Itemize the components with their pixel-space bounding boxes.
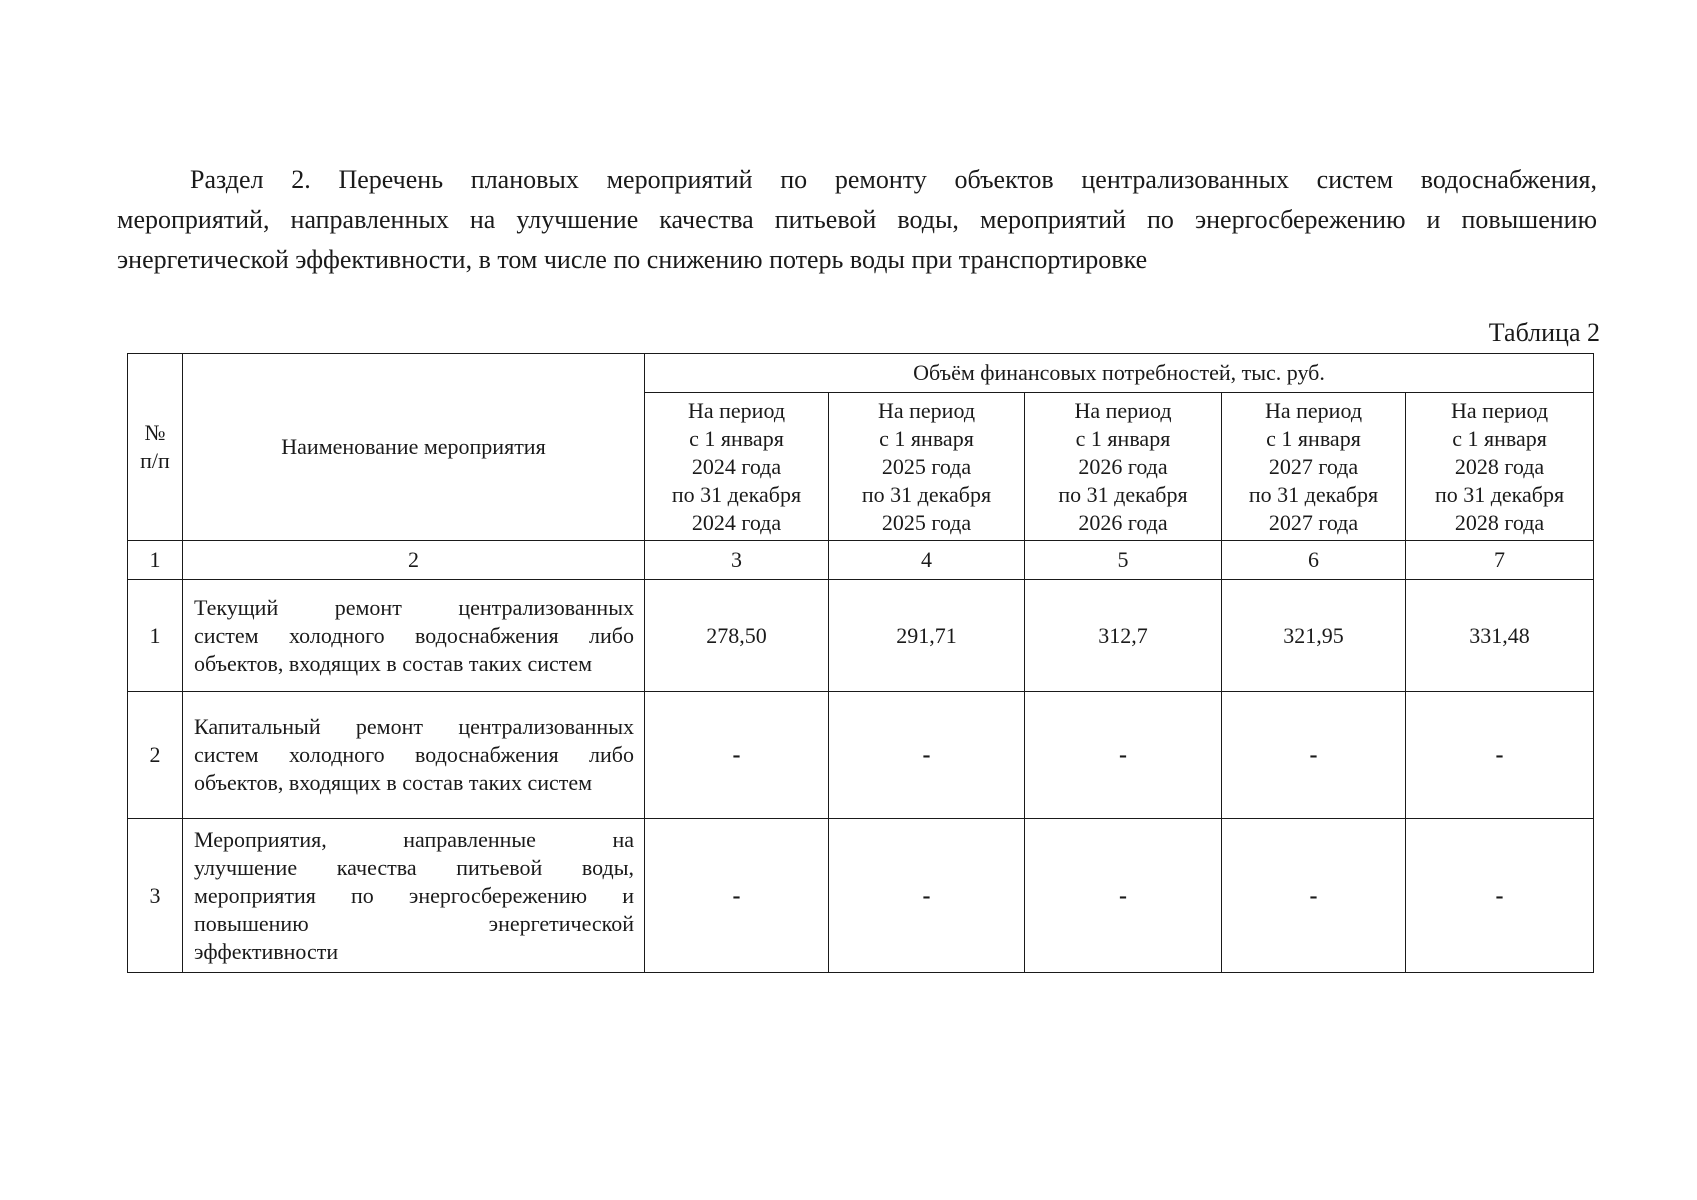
row-number: 2	[128, 692, 183, 819]
measure-name-line: улучшение качества питьевой воды,	[194, 854, 634, 880]
column-number: 5	[1025, 541, 1222, 580]
header-period-2024	[645, 393, 829, 541]
table-row	[128, 819, 1594, 973]
header-financing-group: Объём финансовых потребностей, тыс. руб.	[645, 354, 1594, 393]
section-heading	[117, 160, 1597, 280]
measure-name-line: систем холодного водоснабжения либо	[194, 622, 634, 648]
header-name-cell: Наименование мероприятия	[183, 354, 645, 541]
measure-name-line: эффективности	[194, 938, 339, 964]
header-period-2027	[1222, 393, 1406, 541]
period-2024-label: На период с 1 января 2024 года по 31 декабря 2024 года	[671, 397, 802, 535]
table-row	[128, 692, 1594, 819]
period-2025-label: На период с 1 января 2025 года по 31 декабря 2025 года	[861, 397, 992, 535]
measures-table	[127, 353, 1594, 973]
row-value-2025: 291,71	[829, 580, 1025, 692]
row-value-2027: -	[1222, 692, 1406, 819]
column-number: 2	[183, 541, 645, 580]
period-2028-label: На период с 1 января 2028 года по 31 декабря 2028 года	[1434, 397, 1565, 535]
column-number: 4	[829, 541, 1025, 580]
row-number: 3	[128, 819, 183, 973]
column-number: 7	[1406, 541, 1594, 580]
header-num-cell	[128, 354, 183, 541]
section-heading-line-2: мероприятий, направленных на улучшение качества питьевой воды, мероприятий по энергосбережению и повышению	[117, 205, 1597, 234]
header-period-2028	[1406, 393, 1594, 541]
row-value-2026: -	[1025, 692, 1222, 819]
row-value-2028: -	[1406, 692, 1594, 819]
row-value-2025: -	[829, 692, 1025, 819]
column-number: 6	[1222, 541, 1406, 580]
measure-name-line: объектов, входящих в состав таких систем	[194, 650, 593, 676]
table-caption: Таблица 2	[1488, 318, 1600, 347]
row-measure-name	[183, 580, 645, 692]
table-header-row	[128, 354, 1594, 393]
measure-name-line: Мероприятия, направленные на	[194, 826, 634, 852]
measure-name-line: мероприятия по энергосбережению и	[194, 882, 634, 908]
row-value-2026: -	[1025, 819, 1222, 973]
measure-name-line: повышению энергетической	[194, 910, 634, 936]
measure-name-line: Капитальный ремонт централизованных	[194, 714, 634, 739]
row-measure-name	[183, 819, 645, 973]
row-value-2024: -	[645, 819, 829, 973]
header-period-2025	[829, 393, 1025, 541]
row-value-2028: 331,48	[1406, 580, 1594, 692]
header-period-2026	[1025, 393, 1222, 541]
section-heading-line-3: энергетической эффективности, в том числе по снижению потерь воды при транспортировке	[117, 245, 1148, 274]
measure-name-line: объектов, входящих в состав таких систем	[194, 770, 593, 795]
column-number: 3	[645, 541, 829, 580]
row-value-2027: -	[1222, 819, 1406, 973]
section-heading-line-1: Раздел 2. Перечень плановых мероприятий по ремонту объектов централизованных систем водоснабжения,	[190, 165, 1597, 194]
row-value-2028: -	[1406, 819, 1594, 973]
header-num-label: № п/п	[140, 420, 170, 473]
row-value-2025: -	[829, 819, 1025, 973]
period-2027-label: На период с 1 января 2027 года по 31 декабря 2027 года	[1248, 397, 1379, 535]
column-number: 1	[128, 541, 183, 580]
row-value-2026: 312,7	[1025, 580, 1222, 692]
column-numbers-row	[128, 541, 1594, 580]
table-row	[128, 580, 1594, 692]
row-value-2024: 278,50	[645, 580, 829, 692]
row-value-2024: -	[645, 692, 829, 819]
period-2026-label: На период с 1 января 2026 года по 31 декабря 2026 года	[1058, 397, 1188, 535]
measure-name-line: Текущий ремонт централизованных	[194, 594, 634, 620]
row-number: 1	[128, 580, 183, 692]
measure-name-line: систем холодного водоснабжения либо	[194, 742, 634, 767]
row-value-2027: 321,95	[1222, 580, 1406, 692]
row-measure-name	[183, 692, 645, 819]
